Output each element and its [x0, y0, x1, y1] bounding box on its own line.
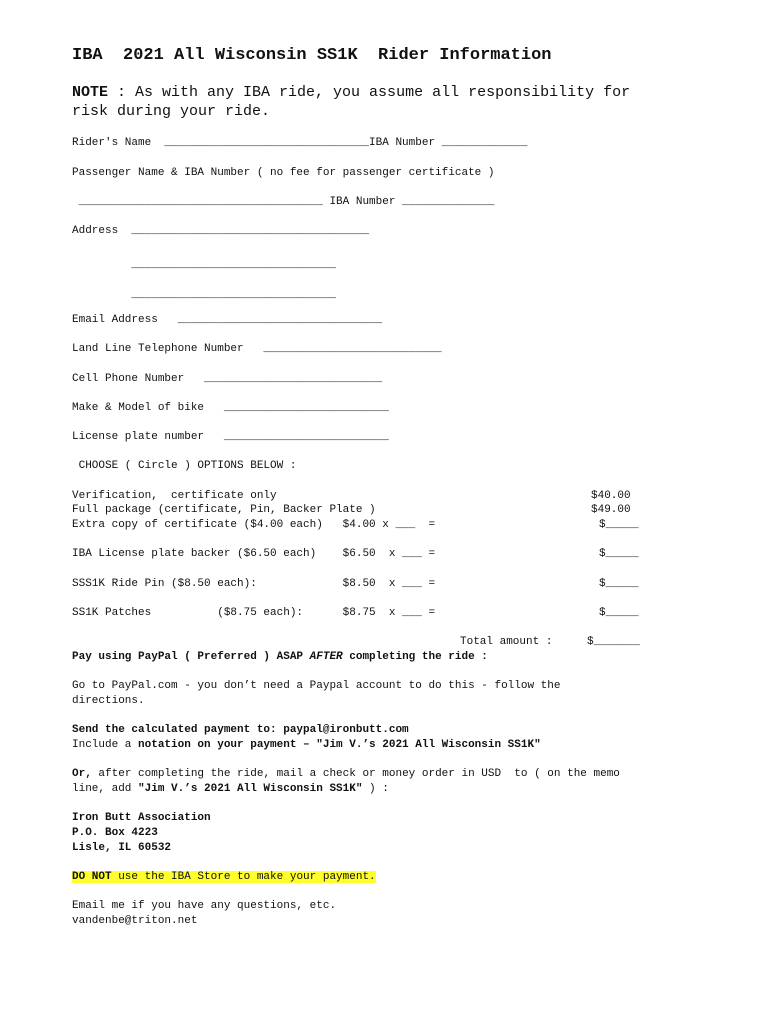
paypal-text-a: Pay using PayPal ( Preferred ) ASAP: [72, 651, 310, 663]
do-not-label: DO NOT: [72, 871, 112, 883]
option-ride-pin[interactable]: SSS1K Ride Pin ($8.50 each): $8.50 x ___ =: [72, 578, 436, 590]
landline-field[interactable]: Land Line Telephone Number ___________________________: [72, 343, 442, 355]
address-field[interactable]: Address ____________________________________: [72, 225, 370, 237]
do-not-warning: [72, 870, 376, 885]
memo-text-a: line, add: [72, 783, 139, 795]
mailing-address-city: Lisle, IL 60532: [72, 842, 172, 854]
passenger-field[interactable]: _____________________________________ IBA Number ______________: [72, 196, 495, 208]
paypal-instruction: [72, 650, 488, 665]
option-plate-backer-price: $_____: [599, 548, 639, 560]
contact-line-1: Email me if you have any questions, etc.: [72, 900, 337, 912]
cell-phone-field[interactable]: Cell Phone Number ___________________________: [72, 373, 383, 385]
rider-name-field[interactable]: Rider's Name _______________________________IBA Number _____________: [72, 137, 528, 149]
note-text: : As with any IBA ride, you assume all responsibility for: [108, 84, 631, 101]
do-not-text: use the IBA Store to make your payment.: [111, 871, 376, 883]
passenger-label: Passenger Name & IBA Number ( no fee for passenger certificate ): [72, 167, 495, 179]
option-extra-certificate-price: $_____: [599, 519, 639, 531]
option-full-package[interactable]: Full package (certificate, Pin, Backer Plate ): [72, 504, 376, 516]
option-full-package-price: $49.00: [591, 504, 631, 516]
option-verification-price: $40.00: [591, 490, 631, 502]
address-line-2[interactable]: _______________________________: [72, 259, 337, 271]
memo-text-c: ) :: [362, 783, 389, 795]
contact-email[interactable]: vandenbe@triton.net: [72, 915, 198, 927]
email-field[interactable]: Email Address _______________________________: [72, 314, 383, 326]
paypal-text-after: AFTER: [309, 651, 343, 663]
or-label: Or,: [72, 768, 92, 780]
paypal-goto-1: Go to PayPal.com - you don’t need a Paypal account to do this - follow the: [72, 680, 561, 692]
note-label: NOTE: [72, 84, 109, 101]
option-verification[interactable]: Verification, certificate only: [72, 490, 277, 502]
mailing-address-name: Iron Butt Association: [72, 812, 211, 824]
address-line-3[interactable]: _______________________________: [72, 289, 337, 301]
include-notation-line: [72, 738, 541, 753]
note-line-2: risk during your ride.: [72, 103, 271, 120]
options-heading: CHOOSE ( Circle ) OPTIONS BELOW :: [72, 460, 297, 472]
paypal-goto-2: directions.: [72, 695, 145, 707]
mail-check-line: [72, 767, 620, 782]
include-text-b: notation on your payment – "Jim V.’s 2021 All Wisconsin SS1K": [138, 739, 541, 751]
page-title: IBA 2021 All Wisconsin SS1K Rider Information: [72, 46, 552, 65]
send-payment-line: Send the calculated payment to: paypal@ironbutt.com: [72, 724, 409, 736]
option-extra-certificate[interactable]: Extra copy of certificate ($4.00 each) $4.00 x ___ =: [72, 519, 436, 531]
option-ride-pin-price: $_____: [599, 578, 639, 590]
paypal-text-c: completing the ride :: [342, 651, 488, 663]
note-line-1: [72, 83, 630, 102]
mailing-address-box: P.O. Box 4223: [72, 827, 158, 839]
total-amount-field[interactable]: $_______: [587, 636, 640, 648]
include-text-a: Include a: [72, 739, 139, 751]
bike-model-field[interactable]: Make & Model of bike _________________________: [72, 402, 389, 414]
total-amount-label: Total amount :: [460, 636, 553, 648]
option-plate-backer[interactable]: IBA License plate backer ($6.50 each) $6.50 x ___ =: [72, 548, 436, 560]
or-text: after completing the ride, mail a check or money order in USD to ( on the memo: [91, 768, 620, 780]
memo-line: [72, 782, 389, 797]
license-plate-field[interactable]: License plate number _________________________: [72, 431, 389, 443]
memo-text-b: "Jim V.’s 2021 All Wisconsin SS1K": [138, 783, 363, 795]
option-patches[interactable]: SS1K Patches ($8.75 each): $8.75 x ___ =: [72, 607, 436, 619]
option-patches-price: $_____: [599, 607, 639, 619]
